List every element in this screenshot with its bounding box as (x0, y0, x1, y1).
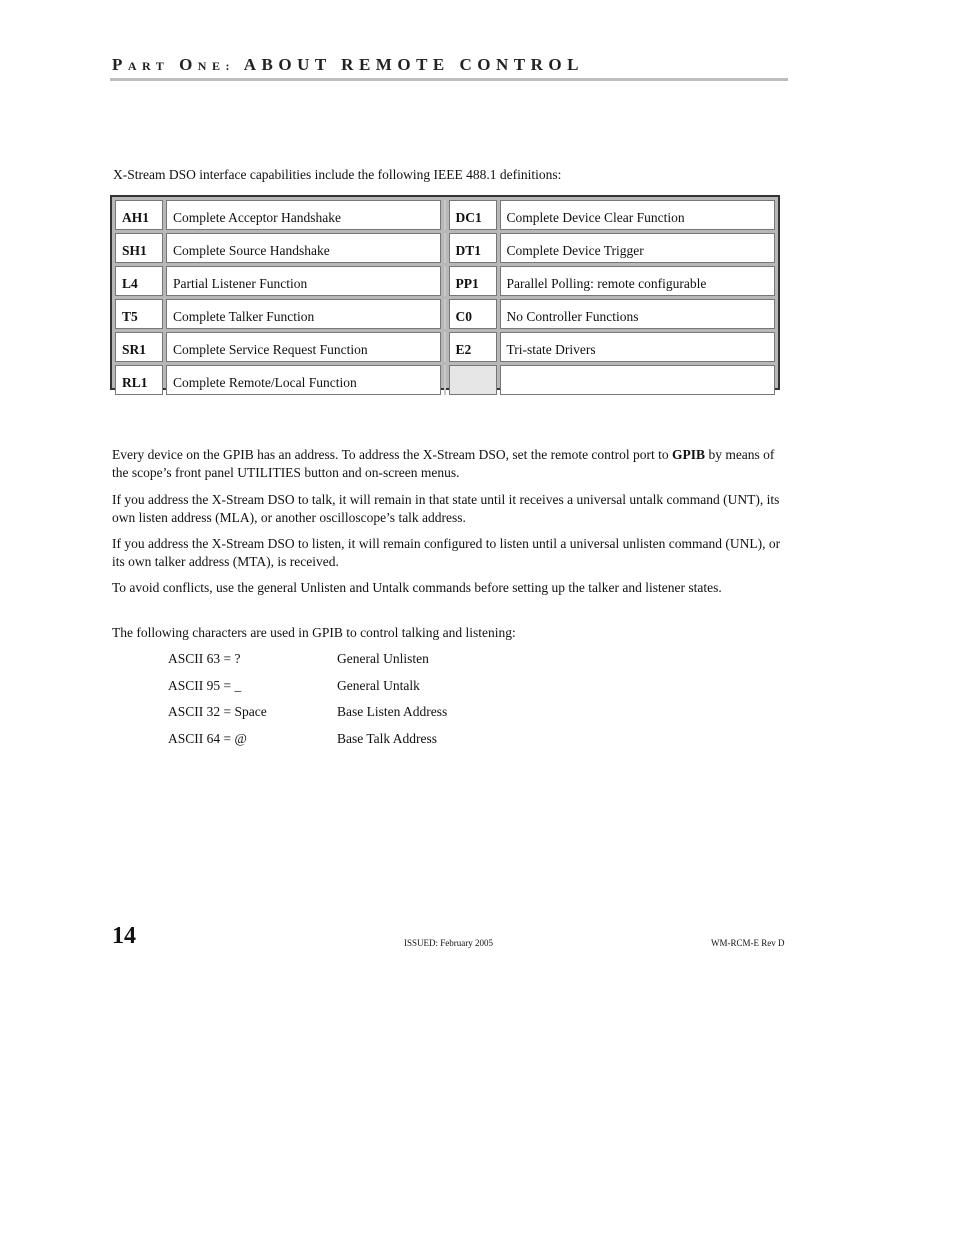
ascii-meaning: Base Listen Address (337, 704, 448, 719)
header-one-initial: O (179, 55, 198, 74)
table-row (115, 266, 775, 296)
capability-desc: Parallel Polling: remote configurable (500, 266, 776, 296)
paragraph-talk: If you address the X-Stream DSO to talk, it will remain in that state until it receives a universal untalk command (UNT), its own listen address (MLA), or another oscilloscope’s talk address. (112, 492, 780, 525)
ascii-code: ASCII 95 = _ (168, 678, 242, 693)
capability-code: RL1 (115, 365, 163, 395)
ascii-row (168, 731, 438, 747)
table-row (115, 332, 775, 362)
column-gap (444, 200, 445, 230)
capability-desc: Complete Service Request Function (166, 332, 441, 362)
capability-desc: Complete Talker Function (166, 299, 441, 329)
ascii-meaning: General Unlisten (337, 651, 429, 666)
capability-code: C0 (449, 299, 497, 329)
capability-desc: Tri-state Drivers (500, 332, 776, 362)
paragraph-listen: If you address the X-Stream DSO to listen, it will remain configured to listen until a universal unlisten command (UNL), or its own talker address (MTA), is received. (112, 536, 781, 569)
header-rule (110, 78, 788, 81)
issued-date: ISSUED: February 2005 (404, 938, 493, 948)
table-row (115, 200, 775, 230)
ascii-row (168, 651, 429, 667)
paragraph-address-text: Every device on the GPIB has an address. To address the X-Stream DSO, set the remote control port to (112, 447, 673, 462)
page-header (112, 55, 788, 75)
capability-desc: Complete Source Handshake (166, 233, 441, 263)
header-part-initial: P (112, 55, 128, 74)
ascii-meaning: Base Talk Address (337, 731, 438, 746)
header-one-rest: NE: (197, 59, 235, 73)
capability-code: PP1 (449, 266, 497, 296)
capability-code (449, 365, 497, 395)
capability-code: E2 (449, 332, 497, 362)
capability-code: SH1 (115, 233, 163, 263)
table-row (115, 233, 775, 263)
capability-desc: No Controller Functions (500, 299, 776, 329)
table-row (115, 299, 775, 329)
paragraph-conflicts: To avoid conflicts, use the general Unlisten and Untalk commands before setting up the talker and listener states. (112, 580, 722, 595)
header-section-title: ABOUT REMOTE CONTROL (243, 55, 584, 74)
ascii-row (168, 678, 420, 694)
intro-text: X-Stream DSO interface capabilities include the following IEEE 488.1 definitions: (113, 167, 562, 182)
header-part-rest: ART (127, 59, 170, 73)
capability-desc: Complete Device Clear Function (500, 200, 776, 230)
column-gap (444, 332, 445, 362)
capability-desc: Partial Listener Function (166, 266, 441, 296)
capability-code: DT1 (449, 233, 497, 263)
ascii-code: ASCII 32 = Space (168, 704, 267, 719)
capability-code: SR1 (115, 332, 163, 362)
capability-desc: Complete Acceptor Handshake (166, 200, 441, 230)
ascii-row (168, 704, 448, 720)
document-id: WM-RCM-E Rev D (711, 938, 785, 948)
capability-code: AH1 (115, 200, 163, 230)
capability-code: T5 (115, 299, 163, 329)
column-gap (444, 233, 445, 263)
column-gap (444, 299, 445, 329)
column-gap (444, 365, 445, 395)
gpib-bold: GPIB (672, 447, 706, 462)
ascii-code: ASCII 63 = ? (168, 651, 241, 666)
page-number: 14 (112, 923, 136, 949)
capability-desc: Complete Device Trigger (500, 233, 776, 263)
column-gap (444, 266, 445, 296)
capability-code: L4 (115, 266, 163, 296)
ascii-meaning: General Untalk (337, 678, 420, 693)
paragraph-characters: The following characters are used in GPIB to control talking and listening: (112, 625, 516, 640)
capability-code: DC1 (449, 200, 497, 230)
paragraph-address (112, 446, 788, 481)
header-title (112, 55, 788, 75)
capability-desc: Complete Remote/Local Function (166, 365, 441, 395)
ascii-code: ASCII 64 = @ (168, 731, 247, 746)
table-row (115, 365, 775, 395)
capabilities-table (110, 195, 780, 390)
paragraph-address-text-end: by means of the scope’s front panel UTILITIES button and on-screen menus. (112, 447, 775, 480)
capability-desc (500, 365, 776, 395)
